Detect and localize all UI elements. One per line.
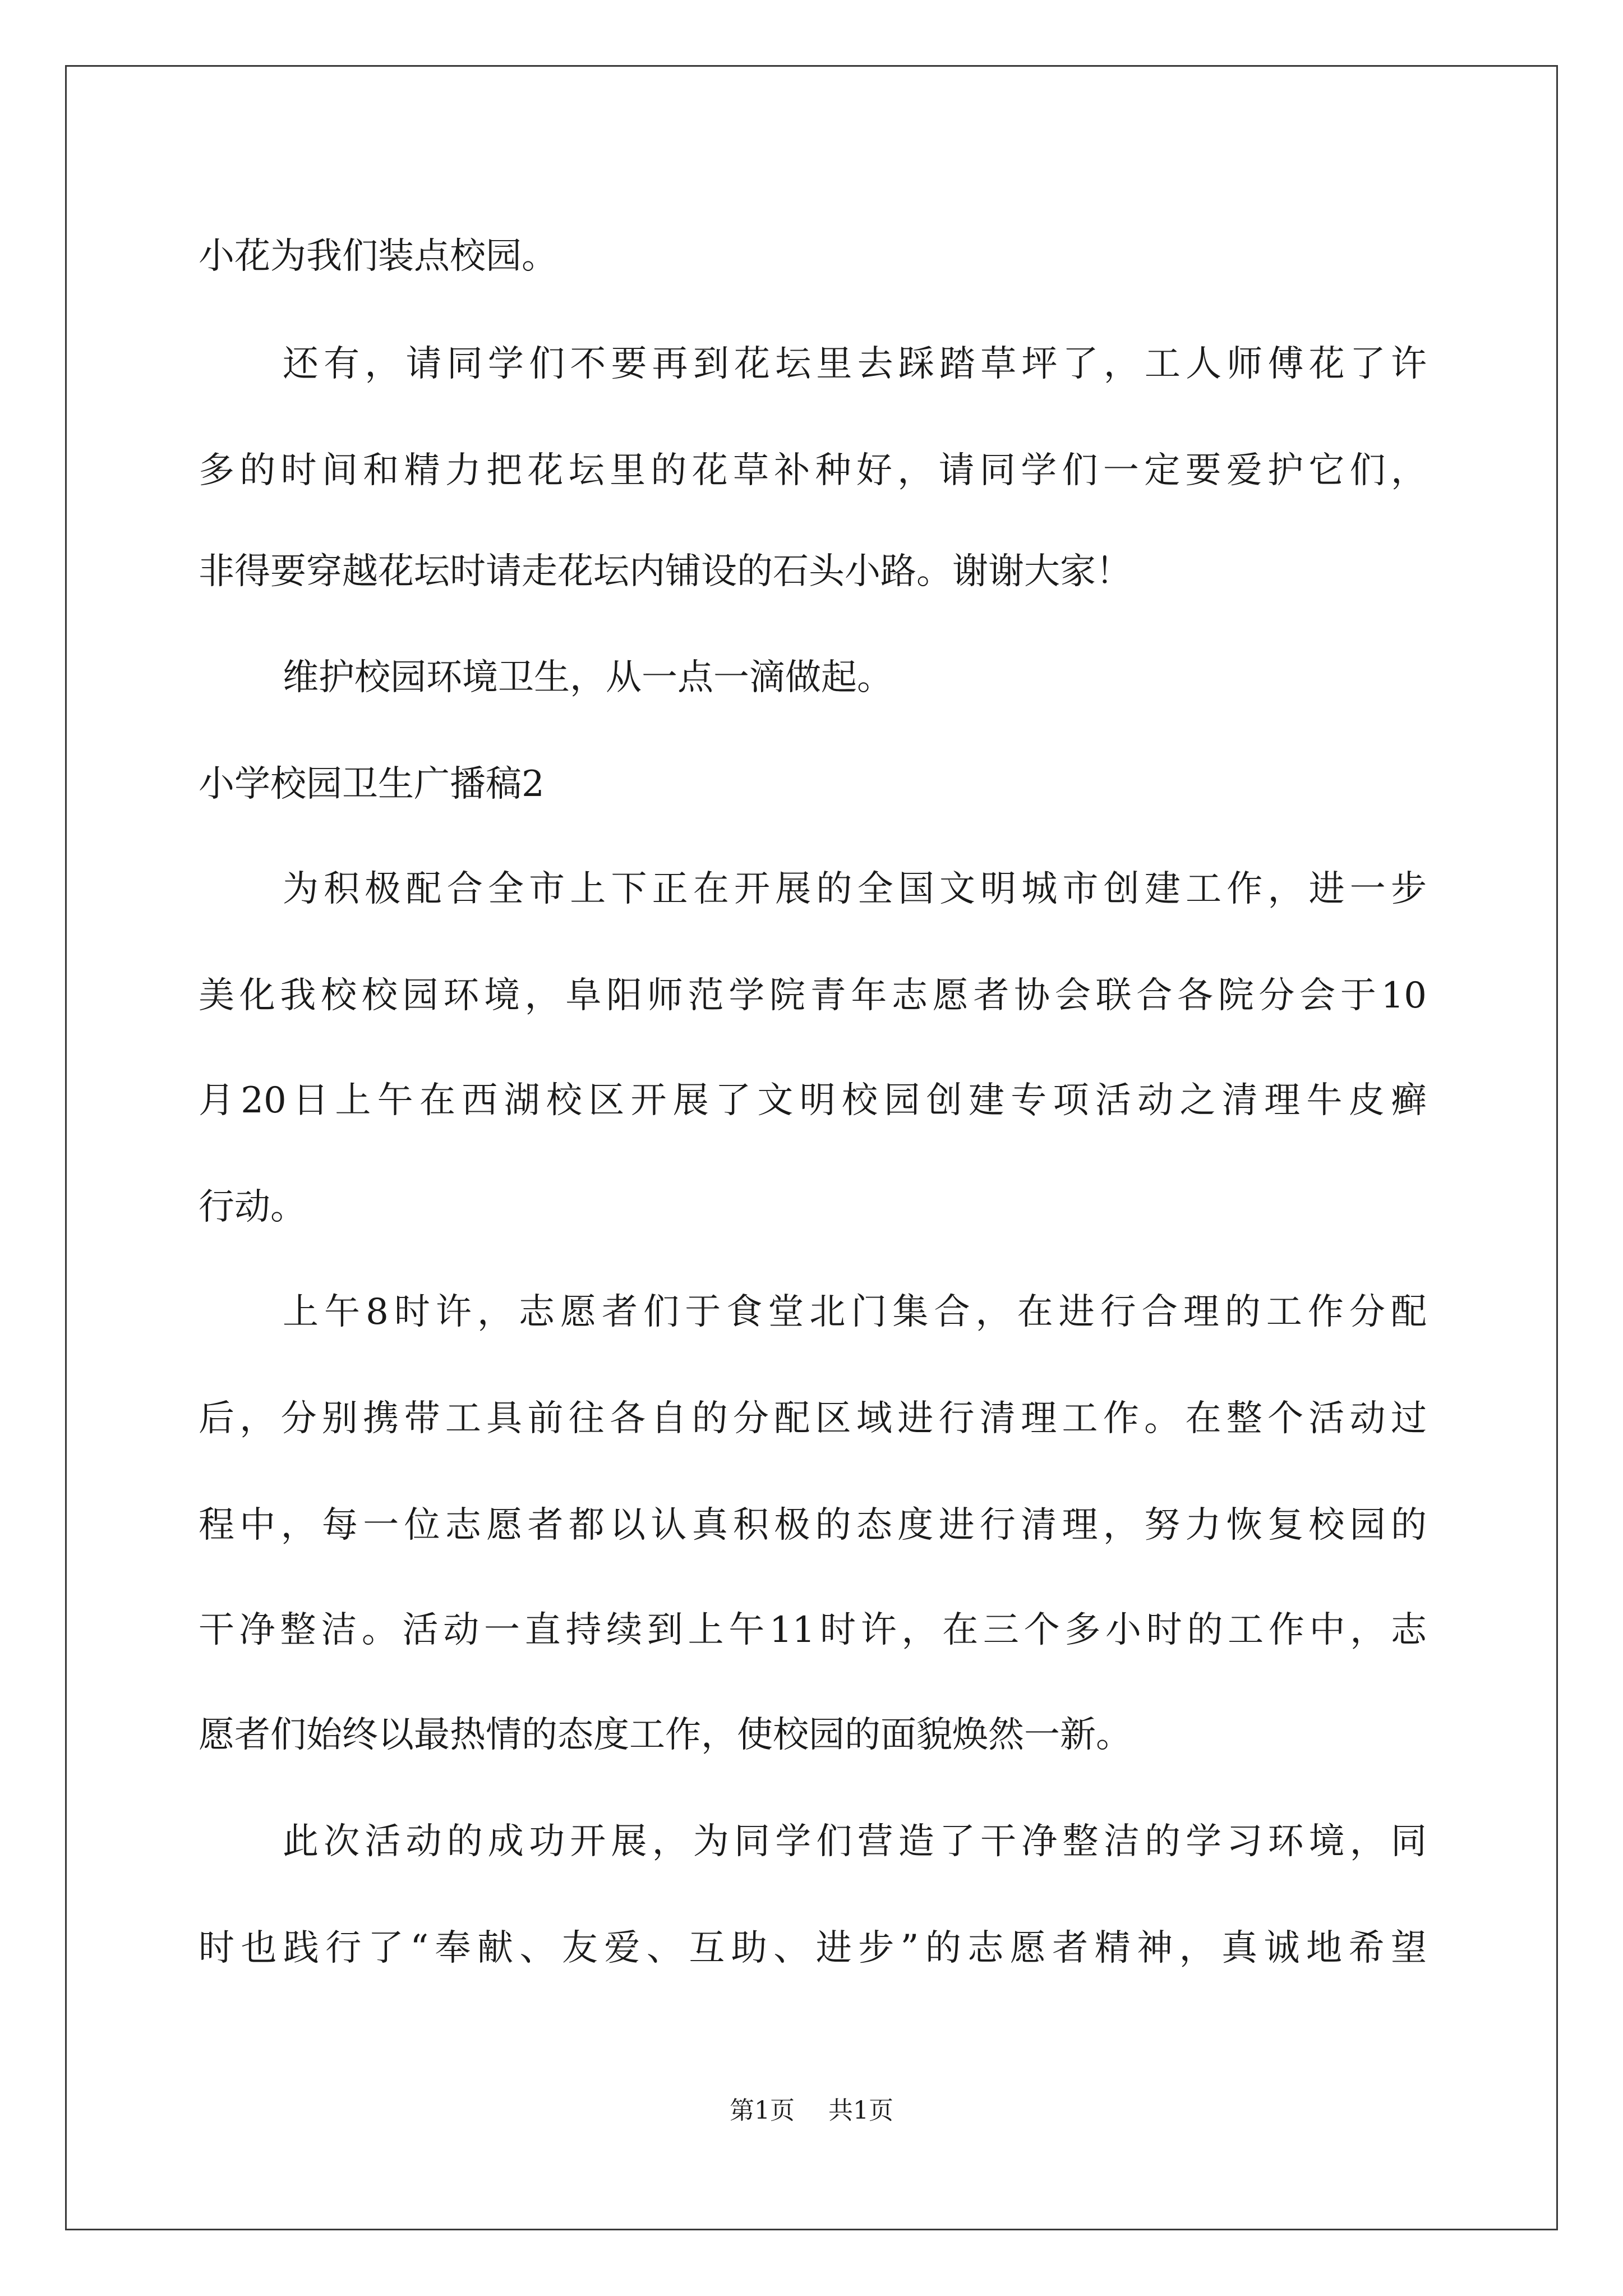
text-line: 非得要穿越花坛时请走花坛内铺设的石头小路。谢谢大家！ bbox=[199, 551, 1132, 592]
section-heading: 小学校园卫生广播稿2 bbox=[199, 763, 545, 805]
text-line: 多的时间和精力把花坛里的花草补种好，请同学们一定要爱护它们， bbox=[199, 450, 1427, 491]
text-line: 为积极配合全市上下正在开展的全国文明城市创建工作，进一步 bbox=[283, 868, 1427, 910]
text-line: 时也践行了“奉献、友爱、互助、进步”的志愿者精神，真诚地希望 bbox=[199, 1927, 1427, 1969]
page-footer bbox=[0, 2095, 1623, 2127]
text-line: 程中，每一位志愿者都以认真积极的态度进行清理，努力恢复校园的 bbox=[199, 1504, 1427, 1546]
text-line: 月20日上午在西湖校区开展了文明校园创建专项活动之清理牛皮癣 bbox=[199, 1080, 1427, 1121]
text-line: 此次活动的成功开展，为同学们营造了干净整洁的学习环境，同 bbox=[283, 1821, 1427, 1862]
text-line: 美化我校校园环境，阜阳师范学院青年志愿者协会联合各院分会于10 bbox=[199, 975, 1427, 1016]
text-line: 后，分别携带工具前往各自的分配区域进行清理工作。在整个活动过 bbox=[199, 1398, 1427, 1439]
text-line: 还有，请同学们不要再到花坛里去踩踏草坪了，工人师傅花了许 bbox=[283, 343, 1427, 385]
page-border bbox=[65, 65, 1558, 2230]
text-line: 维护校园环境卫生，从一点一滴做起。 bbox=[283, 657, 893, 698]
page-total: 共1页 bbox=[828, 2096, 893, 2125]
page-number: 第1页 bbox=[730, 2096, 795, 2125]
text-line: 干净整洁。活动一直持续到上午11时许，在三个多小时的工作中，志 bbox=[199, 1609, 1427, 1651]
text-line: 小花为我们装点校园。 bbox=[199, 236, 557, 277]
text-line: 行动。 bbox=[199, 1186, 306, 1228]
text-line: 上午8时许，志愿者们于食堂北门集合，在进行合理的工作分配 bbox=[283, 1291, 1427, 1333]
text-line: 愿者们始终以最热情的态度工作，使校园的面貌焕然一新。 bbox=[199, 1714, 1132, 1756]
